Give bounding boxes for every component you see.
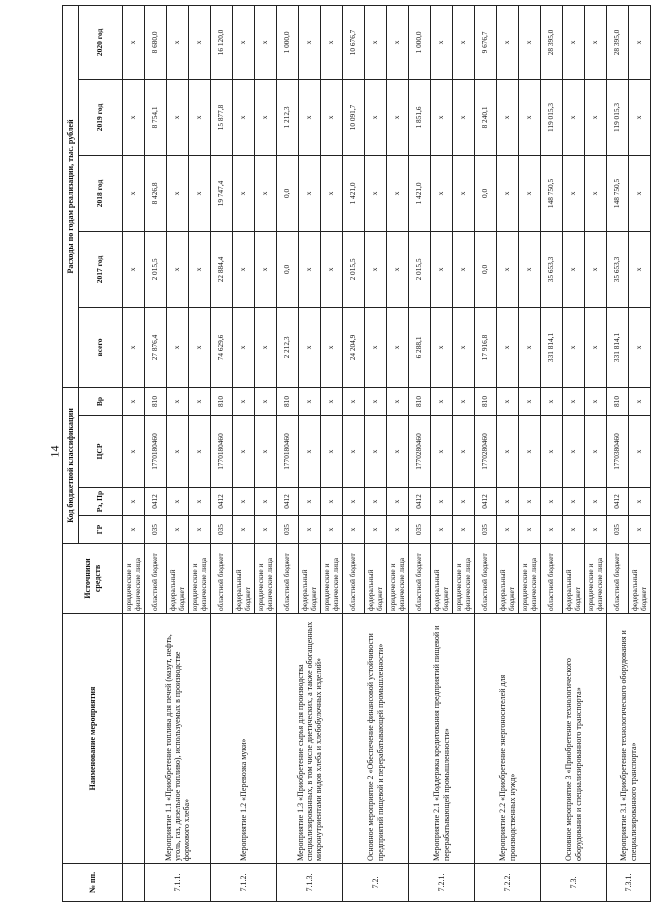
total-cell: x (255, 307, 277, 387)
total-cell: x (585, 307, 607, 387)
table-row (343, 5, 365, 901)
source-cell: федеральный бюджет (497, 544, 519, 614)
y2020-cell: x (387, 5, 409, 79)
gr-cell: x (233, 516, 255, 544)
y2020-cell: 10 676,7 (343, 5, 365, 79)
y2018-cell: x (167, 155, 189, 231)
total-cell: 2 212,3 (277, 307, 299, 387)
rzpr-cell: x (189, 488, 211, 516)
header-code-group: Код бюджетной классификации (63, 387, 79, 543)
gr-cell: x (541, 516, 563, 544)
y2020-cell: x (233, 5, 255, 79)
y2017-cell: x (585, 231, 607, 307)
gr-cell: x (563, 516, 585, 544)
vr-cell: x (299, 387, 321, 415)
source-cell: областной бюджет (343, 544, 365, 614)
activity-name: Мероприятие 1.3 «Приобретение сырья для производства специализированных, в том числе диетических, а также обогащенных микронутриентами видов хлеба и хлебобулочных изделий» (277, 614, 343, 864)
y2018-cell: x (123, 155, 145, 231)
activity-name: Основное мероприятие 2 «Обеспечение финансовой устойчивости предприятий пищевой и перерабатывающей промышленности» (343, 614, 409, 864)
vr-cell: x (167, 387, 189, 415)
vr-cell: x (585, 387, 607, 415)
source-cell: областной бюджет (475, 544, 497, 614)
total-cell: x (453, 307, 475, 387)
y2019-cell: x (365, 79, 387, 155)
y2018-cell: 19 747,4 (211, 155, 233, 231)
y2019-cell: x (629, 79, 651, 155)
vr-cell: x (365, 387, 387, 415)
total-cell: x (321, 307, 343, 387)
y2017-cell: x (299, 231, 321, 307)
gr-cell: 035 (475, 516, 497, 544)
row-number: 7.2. (343, 864, 409, 902)
csr-cell: 1770180460 (145, 416, 167, 488)
total-cell: 17 916,8 (475, 307, 497, 387)
gr-cell: x (123, 516, 145, 544)
source-cell: областной бюджет (607, 544, 629, 614)
gr-cell: x (453, 516, 475, 544)
vr-cell: 810 (409, 387, 431, 415)
y2018-cell: x (431, 155, 453, 231)
gr-cell: x (321, 516, 343, 544)
source-cell: федеральный бюджет (299, 544, 321, 614)
rzpr-cell: 0412 (409, 488, 431, 516)
vr-cell: x (343, 387, 365, 415)
source-cell: юридические и физические лица (321, 544, 343, 614)
rzpr-cell: x (453, 488, 475, 516)
y2017-cell: 2 015,5 (145, 231, 167, 307)
y2020-cell: x (629, 5, 651, 79)
y2017-cell: 0,0 (277, 231, 299, 307)
source-cell: юридические и физические лица (255, 544, 277, 614)
y2020-cell: x (189, 5, 211, 79)
csr-cell: x (431, 416, 453, 488)
source-cell: юридические и физические лица (123, 544, 145, 614)
vr-cell: x (497, 387, 519, 415)
y2017-cell: x (189, 231, 211, 307)
y2017-cell: x (321, 231, 343, 307)
total-cell: x (497, 307, 519, 387)
total-cell: 24 204,9 (343, 307, 365, 387)
y2018-cell: x (629, 155, 651, 231)
header-csr: ЦСР (79, 416, 123, 488)
rzpr-cell: 0412 (211, 488, 233, 516)
y2018-cell: 8 426,8 (145, 155, 167, 231)
y2020-cell: x (167, 5, 189, 79)
table-row (541, 5, 563, 901)
csr-cell: x (321, 416, 343, 488)
total-cell: x (167, 307, 189, 387)
activity-name: Мероприятие 1.2 «Перевозка муки» (211, 614, 277, 864)
header-sources: Источники средств (63, 544, 123, 614)
y2017-cell: x (255, 231, 277, 307)
page-number: 14 (47, 445, 62, 458)
gr-cell: x (255, 516, 277, 544)
y2020-cell: x (123, 5, 145, 79)
y2017-cell: x (123, 231, 145, 307)
y2019-cell: x (299, 79, 321, 155)
csr-cell: 1770380460 (607, 416, 629, 488)
table-row (475, 5, 497, 901)
header-rzpr: Рз, Пр (79, 488, 123, 516)
y2019-cell: x (233, 79, 255, 155)
y2019-cell: x (167, 79, 189, 155)
y2020-cell: x (255, 5, 277, 79)
y2019-cell: 10 091,7 (343, 79, 365, 155)
source-cell: юридические и физические лица (453, 544, 475, 614)
y2017-cell: 2 015,5 (343, 231, 365, 307)
vr-cell: x (255, 387, 277, 415)
gr-cell: x (585, 516, 607, 544)
y2017-cell: x (453, 231, 475, 307)
gr-cell: x (365, 516, 387, 544)
y2017-cell: x (233, 231, 255, 307)
vr-cell: x (563, 387, 585, 415)
gr-cell: x (431, 516, 453, 544)
activity-name: Мероприятие 2.1 «Поддержка кредитования предприятий пищевой и перерабатывающей промышленности» (409, 614, 475, 864)
csr-cell: x (585, 416, 607, 488)
y2019-cell: x (519, 79, 541, 155)
y2019-cell: x (497, 79, 519, 155)
y2018-cell: x (189, 155, 211, 231)
csr-cell: x (519, 416, 541, 488)
y2017-cell: x (431, 231, 453, 307)
gr-cell: 035 (145, 516, 167, 544)
gr-cell: x (167, 516, 189, 544)
y2017-cell: 22 884,4 (211, 231, 233, 307)
rzpr-cell: x (497, 488, 519, 516)
rzpr-cell: x (255, 488, 277, 516)
csr-cell: x (233, 416, 255, 488)
header-2019: 2019 год (79, 79, 123, 155)
row-number (123, 864, 145, 902)
y2018-cell: x (519, 155, 541, 231)
y2020-cell: 8 680,0 (145, 5, 167, 79)
rzpr-cell: 0412 (277, 488, 299, 516)
rzpr-cell: 0412 (607, 488, 629, 516)
budget-table (62, 5, 651, 902)
rzpr-cell: x (167, 488, 189, 516)
source-cell: федеральный бюджет (629, 544, 651, 614)
header-no: № пп. (63, 864, 123, 902)
rzpr-cell: x (299, 488, 321, 516)
y2017-cell: x (167, 231, 189, 307)
gr-cell: x (519, 516, 541, 544)
activity-name: Мероприятие 1.1 «Приобретение топлива для печей (мазут, нефть, уголь, газ, дизельное топливо), используемых в производстве формового хлеба» (145, 614, 211, 864)
row-number: 7.1.3. (277, 864, 343, 902)
y2019-cell: 119 015,3 (607, 79, 629, 155)
y2020-cell: x (519, 5, 541, 79)
y2018-cell: x (585, 155, 607, 231)
csr-cell: x (167, 416, 189, 488)
y2018-cell: 148 750,5 (607, 155, 629, 231)
y2018-cell: x (233, 155, 255, 231)
rzpr-cell: x (585, 488, 607, 516)
total-cell: 331 814,1 (607, 307, 629, 387)
csr-cell: x (299, 416, 321, 488)
total-cell: x (387, 307, 409, 387)
rzpr-cell: x (519, 488, 541, 516)
rzpr-cell: x (343, 488, 365, 516)
y2019-cell: 1 212,3 (277, 79, 299, 155)
y2019-cell: 8 240,1 (475, 79, 497, 155)
csr-cell: x (387, 416, 409, 488)
source-cell: федеральный бюджет (167, 544, 189, 614)
y2019-cell: x (321, 79, 343, 155)
y2018-cell: x (453, 155, 475, 231)
gr-cell: x (189, 516, 211, 544)
vr-cell: x (387, 387, 409, 415)
header-2018: 2018 год (79, 155, 123, 231)
csr-cell: x (629, 416, 651, 488)
vr-cell: x (431, 387, 453, 415)
y2018-cell: x (563, 155, 585, 231)
y2020-cell: 28 395,0 (541, 5, 563, 79)
row-number: 7.1.1. (145, 864, 211, 902)
y2020-cell: x (299, 5, 321, 79)
total-cell: 74 629,6 (211, 307, 233, 387)
gr-cell: 035 (607, 516, 629, 544)
y2019-cell: x (387, 79, 409, 155)
y2018-cell: 1 421,0 (409, 155, 431, 231)
rzpr-cell: x (541, 488, 563, 516)
source-cell: юридические и физические лица (519, 544, 541, 614)
csr-cell: x (541, 416, 563, 488)
vr-cell: x (453, 387, 475, 415)
source-cell: федеральный бюджет (365, 544, 387, 614)
vr-cell: 810 (475, 387, 497, 415)
header-expenses-group: Расходы по годам реализации, тыс. рублей (63, 5, 79, 387)
total-cell: x (563, 307, 585, 387)
csr-cell: 1770180460 (211, 416, 233, 488)
y2020-cell: x (431, 5, 453, 79)
y2019-cell: 15 877,8 (211, 79, 233, 155)
y2020-cell: 16 120,0 (211, 5, 233, 79)
rzpr-cell: x (123, 488, 145, 516)
rzpr-cell: x (365, 488, 387, 516)
rzpr-cell: x (321, 488, 343, 516)
header-2020: 2020 год (79, 5, 123, 79)
y2020-cell: x (563, 5, 585, 79)
y2020-cell: 1 000,0 (277, 5, 299, 79)
gr-cell: x (629, 516, 651, 544)
vr-cell: x (519, 387, 541, 415)
y2020-cell: x (497, 5, 519, 79)
source-cell: федеральный бюджет (431, 544, 453, 614)
source-cell: юридические и физические лица (585, 544, 607, 614)
gr-cell: x (343, 516, 365, 544)
source-cell: областной бюджет (211, 544, 233, 614)
total-cell: 331 814,1 (541, 307, 563, 387)
vr-cell: 810 (277, 387, 299, 415)
gr-cell: x (299, 516, 321, 544)
total-cell: x (629, 307, 651, 387)
y2019-cell: x (431, 79, 453, 155)
source-cell: юридические и физические лица (387, 544, 409, 614)
y2017-cell: x (497, 231, 519, 307)
source-cell: областной бюджет (541, 544, 563, 614)
y2017-cell: 2 015,5 (409, 231, 431, 307)
vr-cell: 810 (607, 387, 629, 415)
y2019-cell: 1 851,6 (409, 79, 431, 155)
vr-cell: 810 (145, 387, 167, 415)
y2019-cell: x (563, 79, 585, 155)
activity-name: Мероприятие 3.1 «Приобретение технологического оборудования и специализированного транспорта» (607, 614, 651, 864)
activity-name: Мероприятие 2.2 «Приобретение энергоносителей для производственных нужд» (475, 614, 541, 864)
y2019-cell: x (453, 79, 475, 155)
rzpr-cell: 0412 (475, 488, 497, 516)
row-number: 7.2.2. (475, 864, 541, 902)
y2018-cell: 1 421,0 (343, 155, 365, 231)
y2018-cell: 0,0 (277, 155, 299, 231)
y2020-cell: 9 676,7 (475, 5, 497, 79)
table-row (277, 5, 299, 901)
y2017-cell: 0,0 (475, 231, 497, 307)
rzpr-cell: x (431, 488, 453, 516)
header-2017: 2017 год (79, 231, 123, 307)
vr-cell: x (123, 387, 145, 415)
vr-cell: 810 (211, 387, 233, 415)
y2017-cell: x (563, 231, 585, 307)
csr-cell: x (365, 416, 387, 488)
total-cell: x (189, 307, 211, 387)
rzpr-cell: x (563, 488, 585, 516)
y2018-cell: x (255, 155, 277, 231)
rotated-table-container (62, 4, 648, 902)
y2017-cell: 35 653,3 (607, 231, 629, 307)
y2019-cell: x (255, 79, 277, 155)
y2018-cell: x (497, 155, 519, 231)
header-total: всего (79, 307, 123, 387)
table-body (123, 5, 651, 901)
vr-cell: x (629, 387, 651, 415)
source-cell: областной бюджет (409, 544, 431, 614)
table-row (409, 5, 431, 901)
y2017-cell: x (387, 231, 409, 307)
y2020-cell: 1 000,0 (409, 5, 431, 79)
source-cell: федеральный бюджет (233, 544, 255, 614)
csr-cell: x (123, 416, 145, 488)
y2020-cell: x (321, 5, 343, 79)
row-number: 7.2.1. (409, 864, 475, 902)
y2018-cell: x (299, 155, 321, 231)
y2017-cell: x (629, 231, 651, 307)
vr-cell: x (189, 387, 211, 415)
header-vr: Вр (79, 387, 123, 415)
document-page (62, 4, 648, 902)
y2018-cell: 0,0 (475, 155, 497, 231)
rzpr-cell: x (387, 488, 409, 516)
y2019-cell: x (585, 79, 607, 155)
y2019-cell: x (189, 79, 211, 155)
gr-cell: 035 (409, 516, 431, 544)
csr-cell: x (343, 416, 365, 488)
source-cell: областной бюджет (145, 544, 167, 614)
y2020-cell: x (585, 5, 607, 79)
total-cell: x (431, 307, 453, 387)
rzpr-cell: x (629, 488, 651, 516)
vr-cell: x (541, 387, 563, 415)
activity-name (123, 614, 145, 864)
total-cell: 6 288,1 (409, 307, 431, 387)
y2017-cell: x (365, 231, 387, 307)
row-number: 7.1.2. (211, 864, 277, 902)
row-number: 7.3.1. (607, 864, 651, 902)
total-cell: x (123, 307, 145, 387)
row-number: 7.3. (541, 864, 607, 902)
activity-name: Основное мероприятие 3 «Приобретение технологического оборудования и специализированного транспорта» (541, 614, 607, 864)
y2020-cell: 28 395,0 (607, 5, 629, 79)
csr-cell: x (255, 416, 277, 488)
csr-cell: x (563, 416, 585, 488)
source-cell: юридические и физические лица (189, 544, 211, 614)
y2018-cell: x (387, 155, 409, 231)
total-cell: x (299, 307, 321, 387)
gr-cell: 035 (277, 516, 299, 544)
table-row (123, 5, 145, 901)
table-row (607, 5, 629, 901)
rzpr-cell: x (233, 488, 255, 516)
source-cell: областной бюджет (277, 544, 299, 614)
y2017-cell: x (519, 231, 541, 307)
y2018-cell: 148 750,5 (541, 155, 563, 231)
gr-cell: x (497, 516, 519, 544)
table-row (145, 5, 167, 901)
vr-cell: x (233, 387, 255, 415)
y2020-cell: x (453, 5, 475, 79)
gr-cell: 035 (211, 516, 233, 544)
table-row (211, 5, 233, 901)
header-name: Наименование мероприятия (63, 614, 123, 864)
vr-cell: x (321, 387, 343, 415)
csr-cell: 1770280460 (475, 416, 497, 488)
csr-cell: 1770280460 (409, 416, 431, 488)
y2017-cell: 35 653,3 (541, 231, 563, 307)
total-cell: x (365, 307, 387, 387)
y2020-cell: x (365, 5, 387, 79)
source-cell: федеральный бюджет (563, 544, 585, 614)
y2018-cell: x (321, 155, 343, 231)
csr-cell: x (189, 416, 211, 488)
csr-cell: x (497, 416, 519, 488)
gr-cell: x (387, 516, 409, 544)
total-cell: 27 876,4 (145, 307, 167, 387)
y2019-cell: 8 754,1 (145, 79, 167, 155)
y2019-cell: 119 015,3 (541, 79, 563, 155)
y2018-cell: x (365, 155, 387, 231)
csr-cell: 1770180460 (277, 416, 299, 488)
total-cell: x (519, 307, 541, 387)
csr-cell: x (453, 416, 475, 488)
y2019-cell: x (123, 79, 145, 155)
total-cell: x (233, 307, 255, 387)
header-gr: ГР (79, 516, 123, 544)
rzpr-cell: 0412 (145, 488, 167, 516)
